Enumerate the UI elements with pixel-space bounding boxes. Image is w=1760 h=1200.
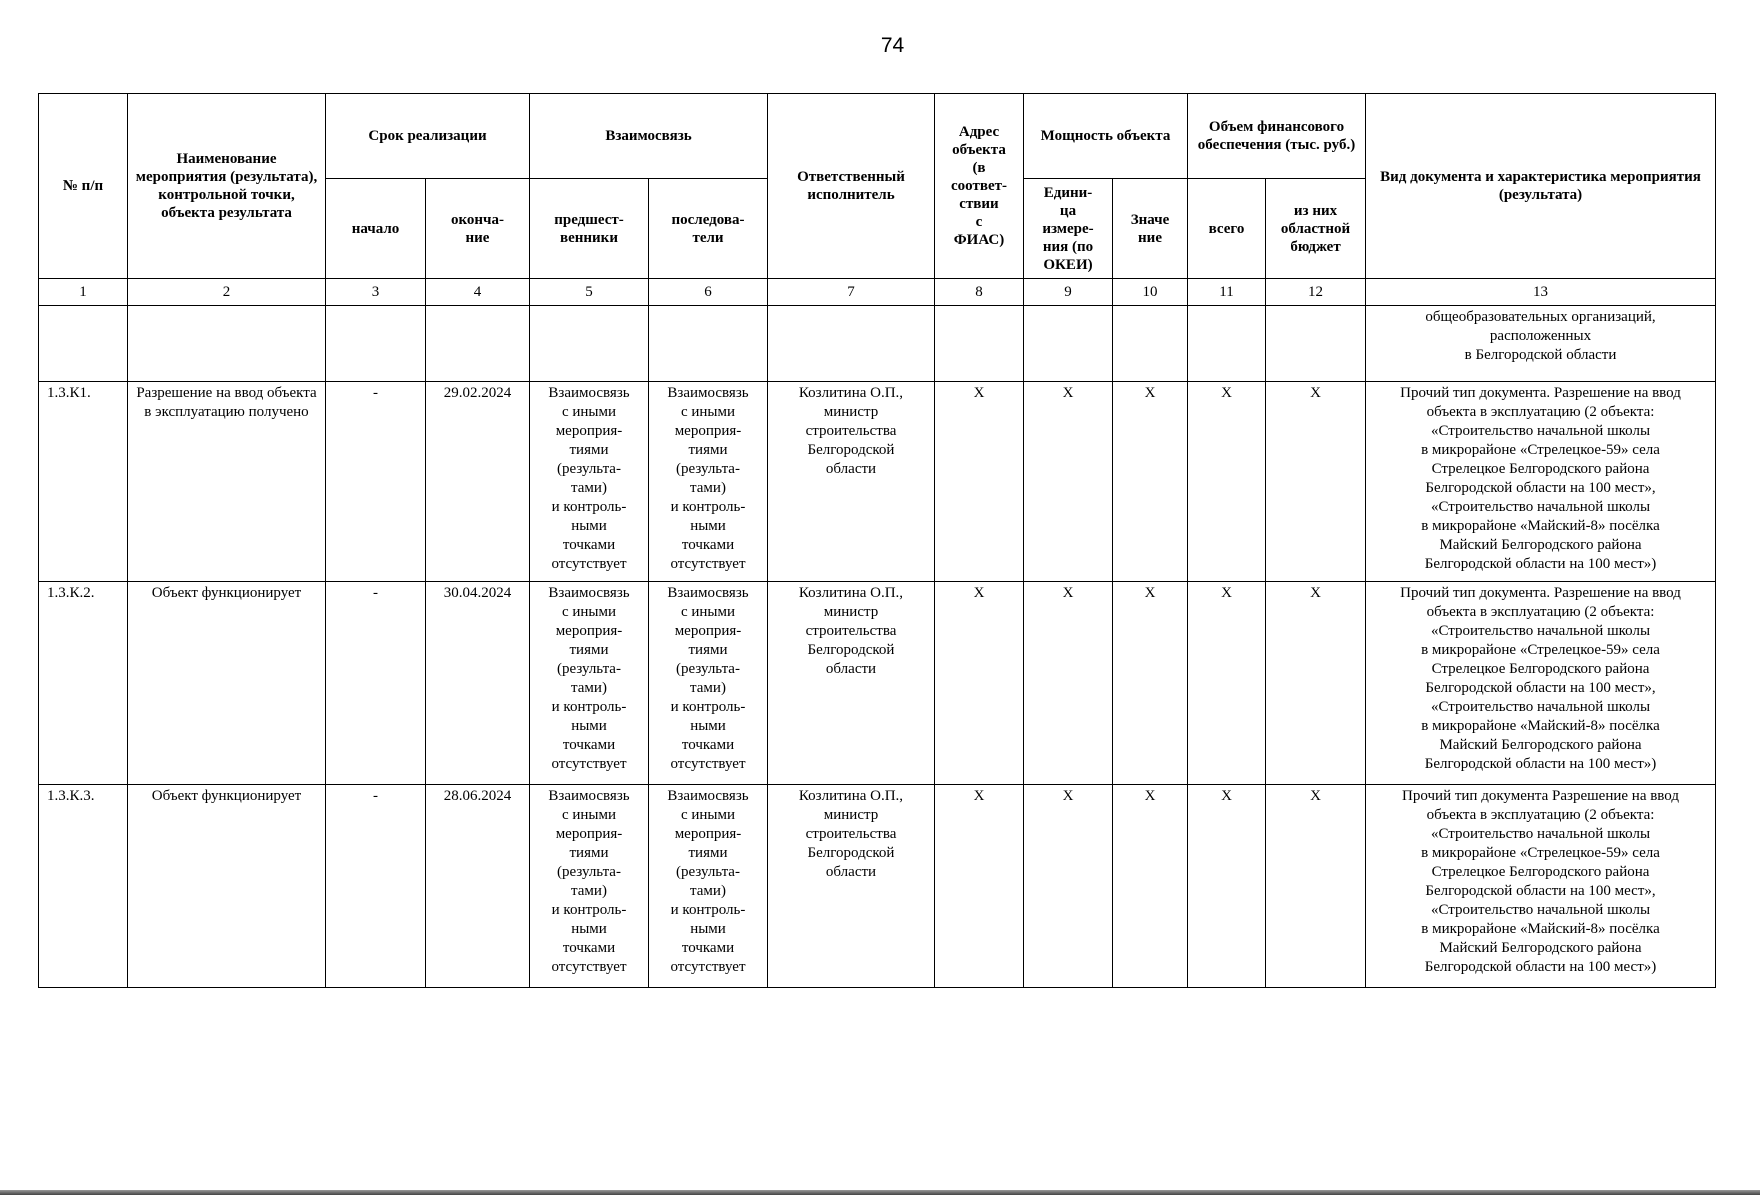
row-start: - [326, 582, 426, 785]
page-number: 74 [880, 34, 905, 57]
row-document: Прочий тип документа Разрешение на ввод объекта в эксплуатацию (2 объекта: «Строительство начальной школы в микрорайоне «Стрелецкое-59» села Стрелецкое Белгородского района Белгородской области на 100 мест», «Строительство начальной школы в микрорайоне «Майский-8» посёлка Майский Белгородского района Белгородской области на 100 мест») [1366, 785, 1716, 988]
column-number: 6 [649, 279, 768, 306]
header-doc-type: Вид документа и характеристика мероприятия (результата) [1366, 94, 1716, 279]
measures-table [38, 93, 1716, 988]
column-number: 4 [426, 279, 530, 306]
column-number: 2 [128, 279, 326, 306]
row-total: Х [1188, 582, 1266, 785]
column-number: 10 [1113, 279, 1188, 306]
row-unit: Х [1024, 582, 1113, 785]
row-start: - [326, 382, 426, 582]
row-successors: Взаимосвязь с иными мероприя- тиями (результа- тами) и контроль- ными точками отсутствует [649, 382, 768, 582]
row-id: 1.3.К.3. [39, 785, 128, 988]
column-numbers-row [39, 279, 1716, 306]
header-financing-total: всего [1188, 179, 1266, 279]
header-capacity: Мощность объекта [1024, 94, 1188, 179]
column-number: 12 [1266, 279, 1366, 306]
row-regional: Х [1266, 785, 1366, 988]
header-capacity-unit: Едини- ца измере- ния (по ОКЕИ) [1024, 179, 1113, 279]
row-value: Х [1113, 785, 1188, 988]
column-number: 8 [935, 279, 1024, 306]
header-term-start: начало [326, 179, 426, 279]
header-address: Адрес объекта (в соответ- ствии с ФИАС) [935, 94, 1024, 279]
header-responsible: Ответственный исполнитель [768, 94, 935, 279]
row-predecessors: Взаимосвязь с иными мероприя- тиями (результа- тами) и контроль- ными точками отсутствует [530, 382, 649, 582]
header-financing-regional: из них областной бюджет [1266, 179, 1366, 279]
column-number: 7 [768, 279, 935, 306]
row-name: Объект функционирует [128, 785, 326, 988]
row-unit: Х [1024, 785, 1113, 988]
row-address: Х [935, 785, 1024, 988]
column-number: 13 [1366, 279, 1716, 306]
row-regional: Х [1266, 382, 1366, 582]
column-number: 5 [530, 279, 649, 306]
row-document: Прочий тип документа. Разрешение на ввод объекта в эксплуатацию (2 объекта: «Строительство начальной школы в микрорайоне «Стрелецкое-59» села Стрелецкое Белгородского района Белгородской области на 100 мест», «Строительство начальной школы в микрорайоне «Майский-8» посёлка Майский Белгородского района Белгородской области на 100 мест») [1366, 582, 1716, 785]
header-term-end: оконча- ние [426, 179, 530, 279]
row-total: Х [1188, 785, 1266, 988]
table-row [39, 785, 1716, 988]
header-successors: последова- тели [649, 179, 768, 279]
row-successors: Взаимосвязь с иными мероприя- тиями (результа- тами) и контроль- ными точками отсутствует [649, 582, 768, 785]
row-unit: Х [1024, 382, 1113, 582]
column-number: 3 [326, 279, 426, 306]
column-number: 1 [39, 279, 128, 306]
row-start: - [326, 785, 426, 988]
row-name: Разрешение на ввод объекта в эксплуатацию получено [128, 382, 326, 582]
row-document: Прочий тип документа. Разрешение на ввод объекта в эксплуатацию (2 объекта: «Строительство начальной школы в микрорайоне «Стрелецкое-59» села Стрелецкое Белгородского района Белгородской области на 100 мест», «Строительство начальной школы в микрорайоне «Майский-8» посёлка Майский Белгородского района Белгородской области на 100 мест») [1366, 382, 1716, 582]
row-responsible: Козлитина О.П., министр строительства Белгородской области [768, 785, 935, 988]
continuation-text: общеобразовательных организаций, расположенных в Белгородской области [1366, 306, 1716, 382]
row-address: Х [935, 582, 1024, 785]
row-end: 28.06.2024 [426, 785, 530, 988]
row-name: Объект функционирует [128, 582, 326, 785]
column-number: 9 [1024, 279, 1113, 306]
continuation-row [39, 306, 1716, 382]
row-responsible: Козлитина О.П., министр строительства Белгородской области [768, 382, 935, 582]
row-end: 30.04.2024 [426, 582, 530, 785]
header-financing: Объем финансового обеспечения (тыс. руб.) [1188, 94, 1366, 179]
header-predecessors: предшест- венники [530, 179, 649, 279]
row-predecessors: Взаимосвязь с иными мероприя- тиями (результа- тами) и контроль- ными точками отсутствует [530, 582, 649, 785]
row-address: Х [935, 382, 1024, 582]
column-number: 11 [1188, 279, 1266, 306]
table-row [39, 382, 1716, 582]
row-value: Х [1113, 382, 1188, 582]
row-predecessors: Взаимосвязь с иными мероприя- тиями (результа- тами) и контроль- ными точками отсутствует [530, 785, 649, 988]
row-regional: Х [1266, 582, 1366, 785]
row-successors: Взаимосвязь с иными мероприя- тиями (результа- тами) и контроль- ными точками отсутствует [649, 785, 768, 988]
row-id: 1.3.К1. [39, 382, 128, 582]
row-total: Х [1188, 382, 1266, 582]
row-end: 29.02.2024 [426, 382, 530, 582]
table-row [39, 582, 1716, 785]
row-id: 1.3.К.2. [39, 582, 128, 785]
row-value: Х [1113, 582, 1188, 785]
header-number: № п/п [39, 94, 128, 279]
header-term: Срок реализации [326, 94, 530, 179]
header-capacity-value: Значе ние [1113, 179, 1188, 279]
row-responsible: Козлитина О.П., министр строительства Белгородской области [768, 582, 935, 785]
scan-edge-line [0, 1190, 1760, 1195]
header-name: Наименование мероприятия (результата), контрольной точки, объекта результата [128, 94, 326, 279]
header-relation: Взаимосвязь [530, 94, 768, 179]
